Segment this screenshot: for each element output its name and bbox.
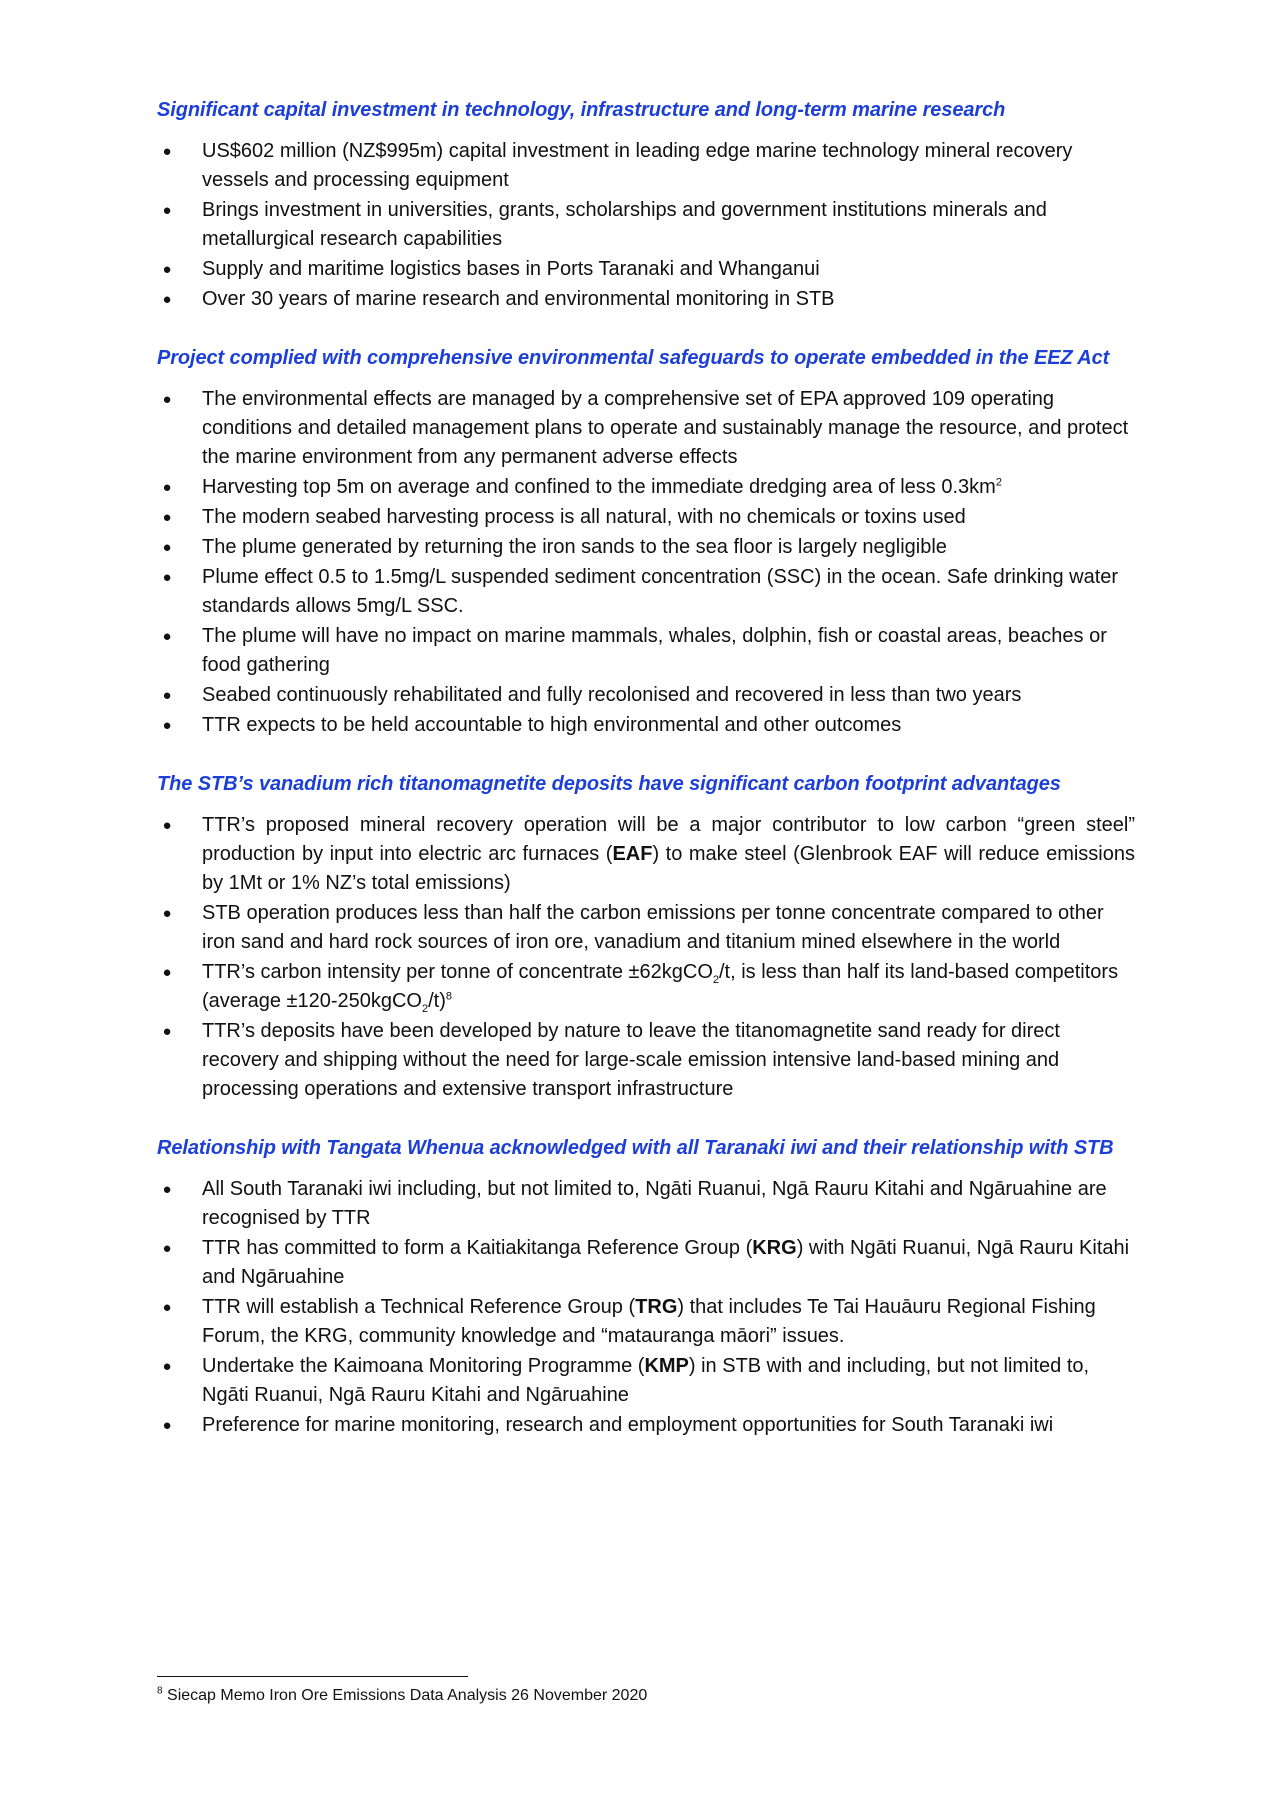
bullet-icon: ● xyxy=(162,1417,172,1434)
bullet-icon: ● xyxy=(162,479,172,496)
footnote-text: Siecap Memo Iron Ore Emissions Data Analysis 26 November 2020 xyxy=(167,1687,648,1704)
bullet-icon: ● xyxy=(162,1299,172,1316)
section-heading: Project complied with comprehensive environmental safeguards to operate embedded in the EEZ Act xyxy=(157,347,1110,369)
list-item: ● All South Taranaki iwi including, but not limited to, Ngāti Ruanui, Ngā Rauru Kitahi and Ngāruahine are recognised by TTR xyxy=(157,1175,1135,1233)
bullet-icon: ● xyxy=(162,964,172,981)
list-item: ● The plume will have no impact on marine mammals, whales, dolphin, fish or coastal areas, beaches or food gathering xyxy=(157,622,1135,680)
bullet-list xyxy=(157,811,1135,1104)
bullet-icon: ● xyxy=(162,569,172,586)
footnote-divider xyxy=(157,1676,468,1677)
abbreviation: EAF xyxy=(612,843,653,865)
bullet-icon: ● xyxy=(162,717,172,734)
section-carbon-footprint xyxy=(157,770,1135,1104)
abbreviation: TRG xyxy=(635,1296,678,1318)
list-item: ● TTR will establish a Technical Reference Group (TRG) that includes Te Tai Hauāuru Regional Fishing Forum, the KRG, community knowledge and “matauranga māori” issues. xyxy=(157,1293,1135,1351)
section-heading: Relationship with Tangata Whenua acknowledged with all Taranaki iwi and their relationship with STB xyxy=(157,1137,1114,1159)
bullet-icon: ● xyxy=(162,1023,172,1040)
list-item: ● US$602 million (NZ$995m) capital investment in leading edge marine technology mineral recovery vessels and processing equipment xyxy=(157,137,1135,195)
bullet-icon: ● xyxy=(162,1358,172,1375)
list-item: ● Over 30 years of marine research and environmental monitoring in STB xyxy=(157,285,1135,314)
bullet-list xyxy=(157,137,1135,314)
list-item: ● Preference for marine monitoring, research and employment opportunities for South Taranaki iwi xyxy=(157,1411,1135,1440)
list-item: ● Plume effect 0.5 to 1.5mg/L suspended sediment concentration (SSC) in the ocean. Safe drinking water standards allows 5mg/L SSC. xyxy=(157,563,1135,621)
list-item: ● The modern seabed harvesting process is all natural, with no chemicals or toxins used xyxy=(157,503,1135,532)
list-item: ● TTR’s deposits have been developed by nature to leave the titanomagnetite sand ready for direct recovery and shipping without the need for large-scale emission intensive land-based mining and processing operations and extensive transport infrastructure xyxy=(157,1017,1135,1104)
list-item: ● Supply and maritime logistics bases in Ports Taranaki and Whanganui xyxy=(157,255,1135,284)
abbreviation: KRG xyxy=(752,1237,797,1259)
section-environmental-safeguards xyxy=(157,344,1135,740)
superscript: 2 xyxy=(995,476,1002,489)
subscript: 2 xyxy=(422,1003,429,1015)
list-item: ● Brings investment in universities, grants, scholarships and government institutions minerals and metallurgical research capabilities xyxy=(157,196,1135,254)
subscript: 2 xyxy=(712,974,719,986)
list-item: ● TTR expects to be held accountable to high environmental and other outcomes xyxy=(157,711,1135,740)
section-tangata-whenua xyxy=(157,1134,1135,1440)
list-item: ● The environmental effects are managed by a comprehensive set of EPA approved 109 operating conditions and detailed management plans to operate and sustainably manage the resource, and protect the marine environment from any permanent adverse effects xyxy=(157,385,1135,472)
list-item: ● Undertake the Kaimoana Monitoring Programme (KMP) in STB with and including, but not limited to, Ngāti Ruanui, Ngā Rauru Kitahi and Ngāruahine xyxy=(157,1352,1135,1410)
bullet-icon: ● xyxy=(162,509,172,526)
list-item: ● Seabed continuously rehabilitated and fully recolonised and recovered in less than two years xyxy=(157,681,1135,710)
list-item: ● Harvesting top 5m on average and confined to the immediate dredging area of less $0.3km^2$ xyxy=(157,473,1135,502)
section-heading: The STB’s vanadium rich titanomagnetite deposits have significant carbon footprint advantages xyxy=(157,773,1061,795)
section-capital-investment xyxy=(157,96,1135,314)
bullet-list xyxy=(157,385,1135,740)
bullet-icon: ● xyxy=(162,905,172,922)
list-item: ● STB operation produces less than half the carbon emissions per tonne concentrate compared to other iron sand and hard rock sources of iron ore, vanadium and titanium mined elsewhere in the world xyxy=(157,899,1135,957)
list-item: ● TTR’s carbon intensity per tonne of concentrate ±62kgCO$_2$/t, is less than half its land-based competitors (average ±120-250kgCO$_2$/t)$^8$ xyxy=(157,958,1135,1016)
list-item: ● TTR has committed to form a Kaitiakitanga Reference Group (KRG) with Ngāti Ruanui, Ngā Rauru Kitahi and Ngāruahine xyxy=(157,1234,1135,1292)
bullet-icon: ● xyxy=(162,1181,172,1198)
bullet-icon: ● xyxy=(162,202,172,219)
list-item: ● The plume generated by returning the iron sands to the sea floor is largely negligible xyxy=(157,533,1135,562)
document-body xyxy=(157,96,1135,1470)
footnote-number: 8 xyxy=(157,1685,163,1697)
bullet-icon: ● xyxy=(162,291,172,308)
list-item: ● TTR’s proposed mineral recovery operation will be a major contributor to low carbon “green steel” production by input into electric arc furnaces (EAF) to make steel (Glenbrook EAF will reduce emissions by 1Mt or 1% NZ’s total emissions) xyxy=(157,811,1135,898)
bullet-icon: ● xyxy=(162,1240,172,1257)
footnote xyxy=(157,1684,647,1708)
bullet-icon: ● xyxy=(162,817,172,834)
bullet-icon: ● xyxy=(162,261,172,278)
bullet-icon: ● xyxy=(162,687,172,704)
abbreviation: KMP xyxy=(644,1355,689,1377)
bullet-icon: ● xyxy=(162,628,172,645)
bullet-list xyxy=(157,1175,1135,1440)
bullet-icon: ● xyxy=(162,143,172,160)
bullet-icon: ● xyxy=(162,539,172,556)
section-heading: Significant capital investment in technology, infrastructure and long-term marine research xyxy=(157,99,1006,121)
bullet-icon: ● xyxy=(162,391,172,408)
footnote-reference[interactable]: 8 xyxy=(445,990,453,1003)
